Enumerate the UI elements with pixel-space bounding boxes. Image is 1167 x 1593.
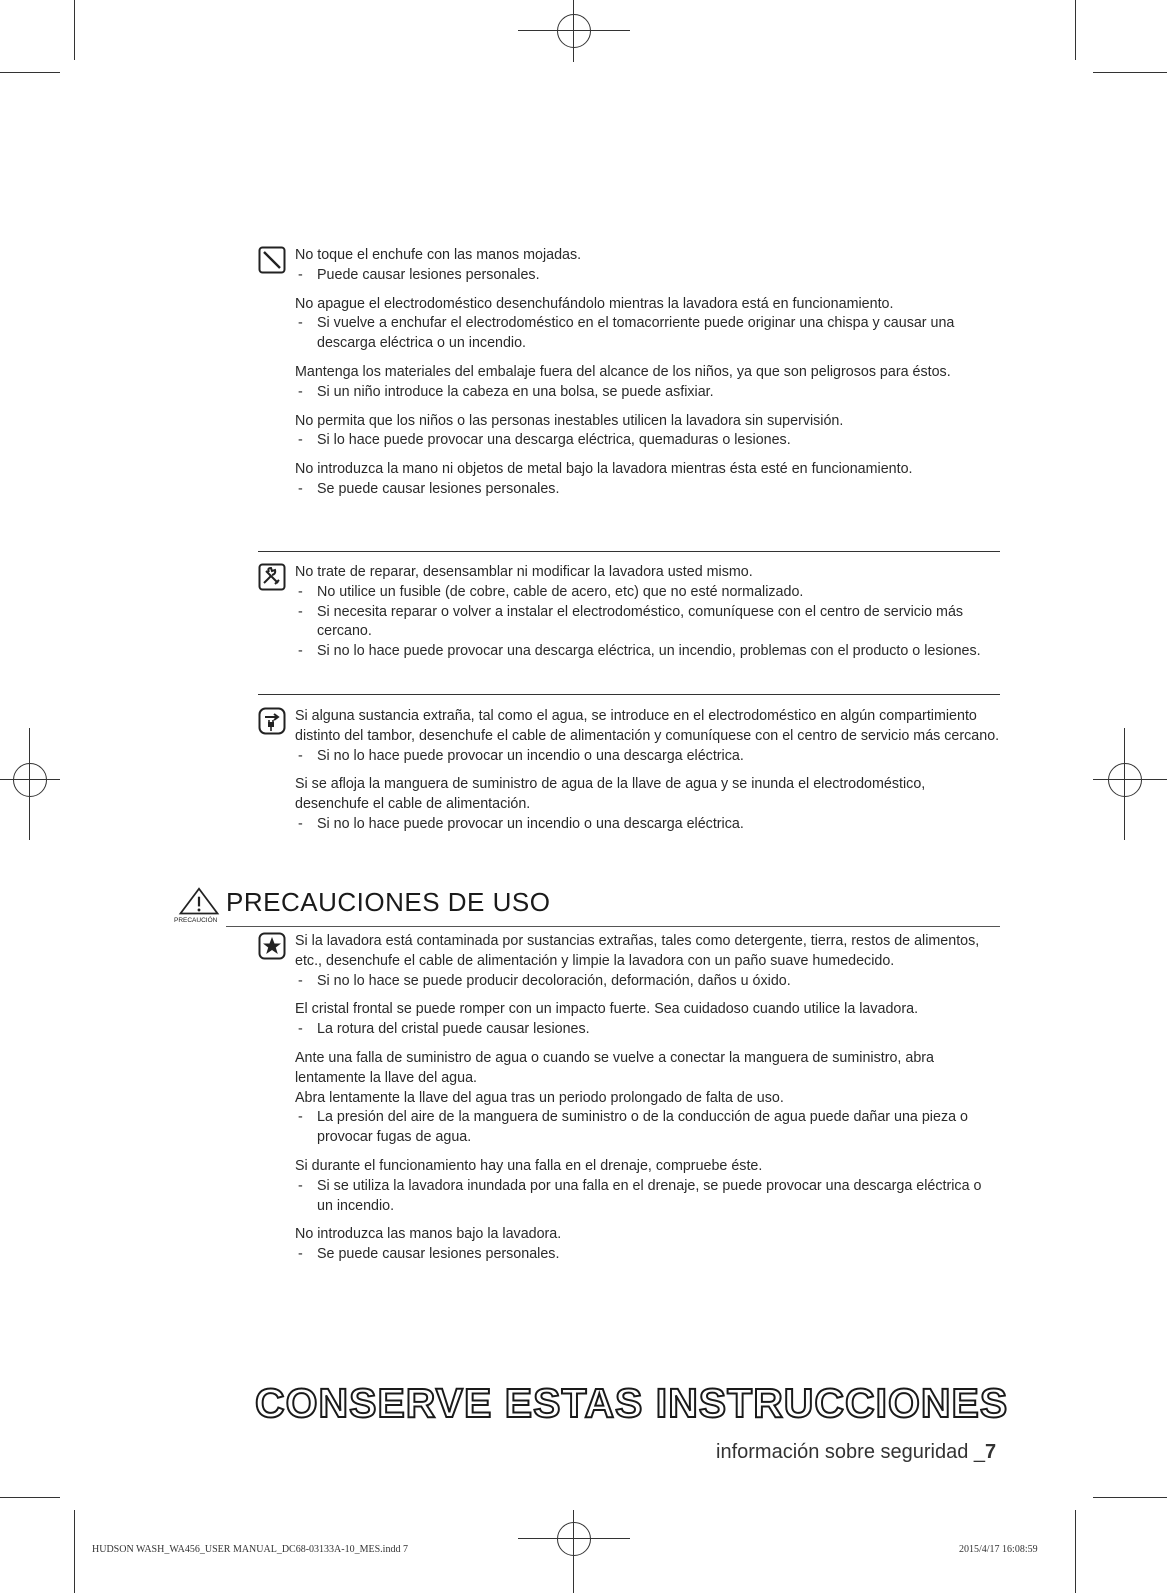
paragraph-lead: Si durante el funcionamiento hay una falla en el drenaje, compruebe éste. xyxy=(295,1157,763,1174)
paragraph xyxy=(295,1225,1000,1265)
registration-mark xyxy=(1108,763,1142,797)
heading-underline xyxy=(226,926,1000,927)
crop-mark xyxy=(0,1497,60,1498)
bullet-item: - No utilice un fusible (de cobre, cable de acero, etc) que no esté normalizado. xyxy=(295,583,1000,603)
bullet-item: - Se puede causar lesiones personales. xyxy=(295,1245,1000,1265)
bullet-item: - Se puede causar lesiones personales. xyxy=(295,480,1000,500)
paragraph xyxy=(295,460,1000,500)
paragraph-lead: No trate de reparar, desensamblar ni modificar la lavadora usted mismo. xyxy=(295,564,753,580)
bullet-item: - Si un niño introduce la cabeza en una bolsa, se puede asfixiar. xyxy=(295,383,1000,403)
unplug-icon xyxy=(258,707,286,735)
section-heading xyxy=(174,887,1000,927)
registration-mark xyxy=(557,1522,591,1556)
crop-mark xyxy=(1093,1497,1167,1498)
bullet-item: - Si se utiliza la lavadora inundada por una falla en el drenaje, se puede provocar una descarga eléctrica o un incendio. xyxy=(295,1177,1000,1217)
bullet-item: - Si no lo hace puede provocar un incendio o una descarga eléctrica. xyxy=(295,815,1000,835)
paragraph-lead: El cristal frontal se puede romper con un impacto fuerte. Sea cuidadoso cuando utilice la lavadora. xyxy=(295,1001,919,1018)
crop-mark xyxy=(1075,1510,1076,1593)
crop-mark xyxy=(0,779,60,780)
paragraph xyxy=(295,1000,1000,1040)
print-slug-right: 2015/4/17 16:08:59 xyxy=(959,1544,1038,1555)
paragraph xyxy=(295,775,1000,834)
paragraph xyxy=(295,707,1000,766)
paragraph-lead: Ante una falla de suministro de agua o cuando se vuelve a conectar la manguera de suministro, abra lentamente la llave del agua. xyxy=(295,1049,934,1086)
paragraph-lead: Abra lentamente la llave del agua tras un periodo prolongado de falta de uso. xyxy=(295,1089,784,1106)
section-title: PRECAUCIONES DE USO xyxy=(226,887,551,917)
registration-mark xyxy=(13,763,47,797)
no-touch-icon xyxy=(258,246,286,274)
divider xyxy=(258,694,1000,695)
paragraph xyxy=(295,363,1000,403)
paragraph xyxy=(295,412,1000,452)
crop-mark xyxy=(573,0,574,62)
crop-mark xyxy=(1093,72,1167,73)
star-note-icon xyxy=(258,932,286,960)
bullet-item: - La presión del aire de la manguera de suministro o de la conducción de agua puede dañar una pieza o provocar fugas de agua. xyxy=(295,1108,1000,1148)
crop-mark xyxy=(518,30,630,31)
paragraph xyxy=(295,295,1000,354)
crop-mark xyxy=(518,1538,630,1539)
crop-mark xyxy=(573,1510,574,1593)
paragraph xyxy=(295,1157,1000,1216)
bullet-item: - Si lo hace puede provocar una descarga eléctrica, quemaduras o lesiones. xyxy=(295,431,1000,451)
paragraph-lead: Si se afloja la manguera de suministro de agua de la llave de agua y se inunda el electrodoméstico, desenchufe el cable de alimentación. xyxy=(295,776,926,813)
paragraph xyxy=(295,932,1000,991)
crop-mark xyxy=(1124,728,1125,840)
paragraph-lead: Si alguna sustancia extraña, tal como el agua, se introduce en el electrodoméstico en algún compartimiento distinto del tambor, desenchufe el cable de alimentación y comuníquese con el centro de servicio más cercano. xyxy=(295,708,1000,744)
bullet-item: - Si no lo hace se puede producir decoloración, deformación, daños u óxido. xyxy=(295,972,1000,992)
crop-mark xyxy=(74,1510,75,1593)
crop-mark xyxy=(74,0,75,60)
page-number: 7 xyxy=(985,1441,997,1463)
registration-mark xyxy=(557,14,591,48)
bullet-item: - Si necesita reparar o volver a instalar el electrodoméstico, comuníquese con el centro de servicio más cercano. xyxy=(295,603,1000,643)
bullet-item: - Si no lo hace puede provocar una descarga eléctrica, un incendio, problemas con el producto o lesiones. xyxy=(295,642,1000,662)
crop-mark xyxy=(1093,779,1167,780)
footer-text: información sobre seguridad _ xyxy=(716,1441,986,1463)
crop-mark xyxy=(1075,0,1076,60)
paragraph-lead: No permita que los niños o las personas inestables utilicen la lavadora sin supervisión. xyxy=(295,412,844,429)
page-footer xyxy=(716,1441,996,1464)
paragraph-lead: Si la lavadora está contaminada por sustancias extrañas, tales como detergente, tierra, restos de alimentos, etc., desenchufe el cable de alimentación y limpie la lavadora con un paño suave humedecido. xyxy=(295,933,980,969)
paragraph-lead: Mantenga los materiales del embalaje fuera del alcance de los niños, ya que son peligrosos para éstos. xyxy=(295,363,951,380)
paragraph xyxy=(295,246,1000,286)
paragraph-lead: No introduzca las manos bajo la lavadora. xyxy=(295,1226,562,1243)
no-disassemble-icon xyxy=(258,563,286,591)
bullet-item: - Si no lo hace puede provocar un incendio o una descarga eléctrica. xyxy=(295,747,1000,767)
paragraph-lead: No toque el enchufe con las manos mojadas. xyxy=(295,247,582,263)
banner: CONSERVE ESTAS INSTRUCCIONES xyxy=(255,1380,1009,1426)
crop-mark xyxy=(0,72,60,73)
bullet-item: - Puede causar lesiones personales. xyxy=(295,266,1000,286)
paragraph-lead: No apague el electrodoméstico desenchufándolo mientras la lavadora está en funcionamiento. xyxy=(295,295,894,312)
paragraph-lead: No introduzca la mano ni objetos de metal bajo la lavadora mientras ésta esté en funcionamiento. xyxy=(295,461,913,478)
print-slug-left: HUDSON WASH_WA456_USER MANUAL_DC68-03133A-10_MES.indd 7 xyxy=(92,1544,408,1555)
divider xyxy=(258,551,1000,552)
crop-mark xyxy=(29,728,30,840)
bullet-item: - Si vuelve a enchufar el electrodoméstico en el tomacorriente puede originar una chispa y causar una descarga eléctrica o un incendio. xyxy=(295,314,1000,354)
paragraph xyxy=(295,563,1000,662)
paragraph xyxy=(295,1049,1000,1148)
bullet-item: - La rotura del cristal puede causar lesiones. xyxy=(295,1020,1000,1040)
caution-triangle-icon xyxy=(174,887,224,917)
caution-label: PRECAUCIÓN xyxy=(174,917,218,924)
